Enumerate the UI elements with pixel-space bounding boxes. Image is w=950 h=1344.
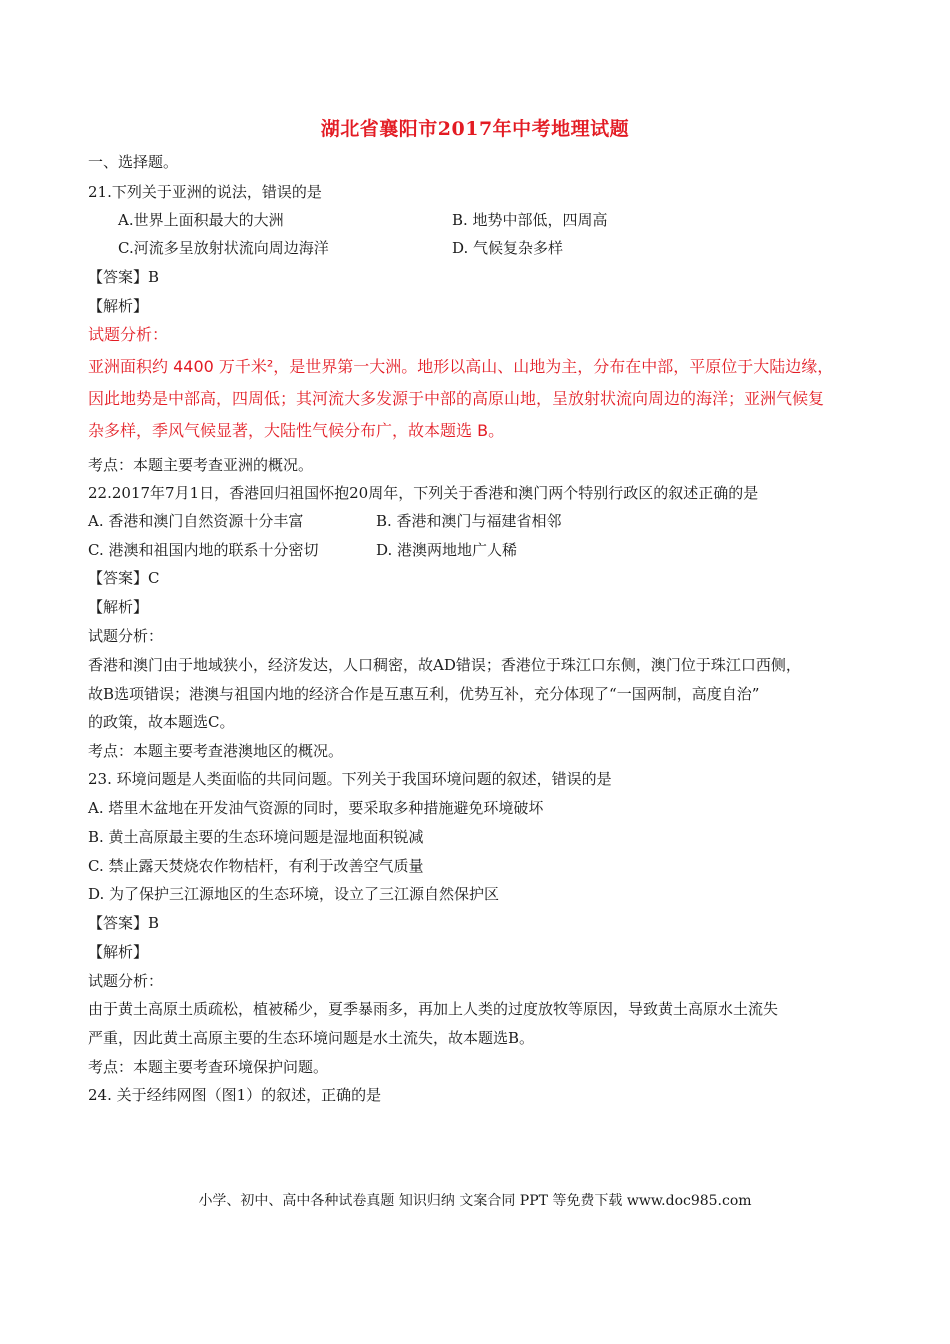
q21-analysis-line1: 亚洲面积约 4400 万千米²，是世界第一大洲。地形以高山、山地为主，分布在中部，平原位于大陆边缘， (88, 357, 834, 376)
q21-jiexi: 【解析】 (88, 297, 149, 315)
q22-option-c: C. 港澳和祖国内地的联系十分密切 (88, 541, 319, 559)
q22-option-d: D. 港澳两地地广人稀 (376, 541, 518, 559)
q22-analysis-line1: 香港和澳门由于地域狭小，经济发达，人口稠密，故AD错误；香港位于珠江口东侧，澳门位于珠江口西侧， (88, 656, 801, 674)
q23-jiexi: 【解析】 (88, 943, 149, 961)
q21-analysis-line3: 杂多样，季风气候显著，大陆性气候分布广，故本题选 B。 (88, 421, 505, 440)
q23-kaodian: 考点：本题主要考查环境保护问题。 (88, 1058, 329, 1076)
q22-answer: 【答案】C (88, 569, 160, 587)
q23-option-d: D. 为了保护三江源地区的生态环境，设立了三江源自然保护区 (88, 885, 500, 903)
q22-jiexi: 【解析】 (88, 598, 149, 616)
q21-analysis-label: 试题分析： (88, 325, 169, 344)
q23-answer: 【答案】B (88, 914, 160, 932)
q22-analysis-line3: 的政策，故本题选C。 (88, 713, 235, 731)
q21-answer: 【答案】B (88, 268, 160, 286)
q22-kaodian: 考点：本题主要考查港澳地区的概况。 (88, 742, 344, 760)
section-heading: 一、选择题。 (88, 153, 179, 171)
q22-option-b: B. 香港和澳门与福建省相邻 (376, 512, 562, 530)
q23-analysis-line2: 严重，因此黄土高原主要的生态环境问题是水土流失，故本题选B。 (88, 1029, 535, 1047)
q23-analysis-label: 试题分析： (88, 972, 164, 990)
q22-analysis-line2: 故B选项错误；港澳与祖国内地的经济合作是互惠互利，优势互补，充分体现了“一国两制，高度自治” (88, 685, 760, 703)
q21-kaodian: 考点：本题主要考查亚洲的概况。 (88, 456, 314, 474)
q21-option-b: B. 地势中部低，四周高 (452, 211, 608, 229)
q22-analysis-label: 试题分析： (88, 627, 164, 645)
q23-option-c: C. 禁止露天焚烧农作物桔杆，有利于改善空气质量 (88, 857, 424, 875)
q21-option-a: A.世界上面积最大的大洲 (118, 211, 284, 229)
q22-option-a: A. 香港和澳门自然资源十分丰富 (88, 512, 304, 530)
page-footer: 小学、初中、高中各种试卷真题 知识归纳 文案合同 PPT 等免费下载 www.doc985.com (198, 1193, 752, 1209)
q21-stem: 21.下列关于亚洲的说法，错误的是 (88, 183, 322, 201)
q23-option-a: A. 塔里木盆地在开发油气资源的同时，要采取多种措施避免环境破坏 (88, 799, 544, 817)
q23-analysis-line1: 由于黄土高原土质疏松，植被稀少，夏季暴雨多，再加上人类的过度放牧等原因，导致黄土高原水土流失 (88, 1000, 779, 1018)
page-title: 湖北省襄阳市2017年中考地理试题 (320, 118, 630, 140)
q23-stem: 23. 环境问题是人类面临的共同问题。下列关于我国环境问题的叙述，错误的是 (88, 770, 612, 788)
q23-option-b: B. 黄土高原最主要的生态环境问题是湿地面积锐减 (88, 828, 424, 846)
q24-stem: 24. 关于经纬网图（图1）的叙述，正确的是 (88, 1086, 382, 1104)
q21-option-d: D. 气候复杂多样 (452, 239, 564, 257)
q21-option-c: C.河流多呈放射状流向周边海洋 (118, 239, 329, 257)
q21-analysis-line2: 因此地势是中部高，四周低；其河流大多发源于中部的高原山地，呈放射状流向周边的海洋；亚洲气候复 (88, 389, 825, 408)
q22-stem: 22.2017年7月1日，香港回归祖国怀抱20周年，下列关于香港和澳门两个特别行政区的叙述正确的是 (88, 484, 759, 502)
